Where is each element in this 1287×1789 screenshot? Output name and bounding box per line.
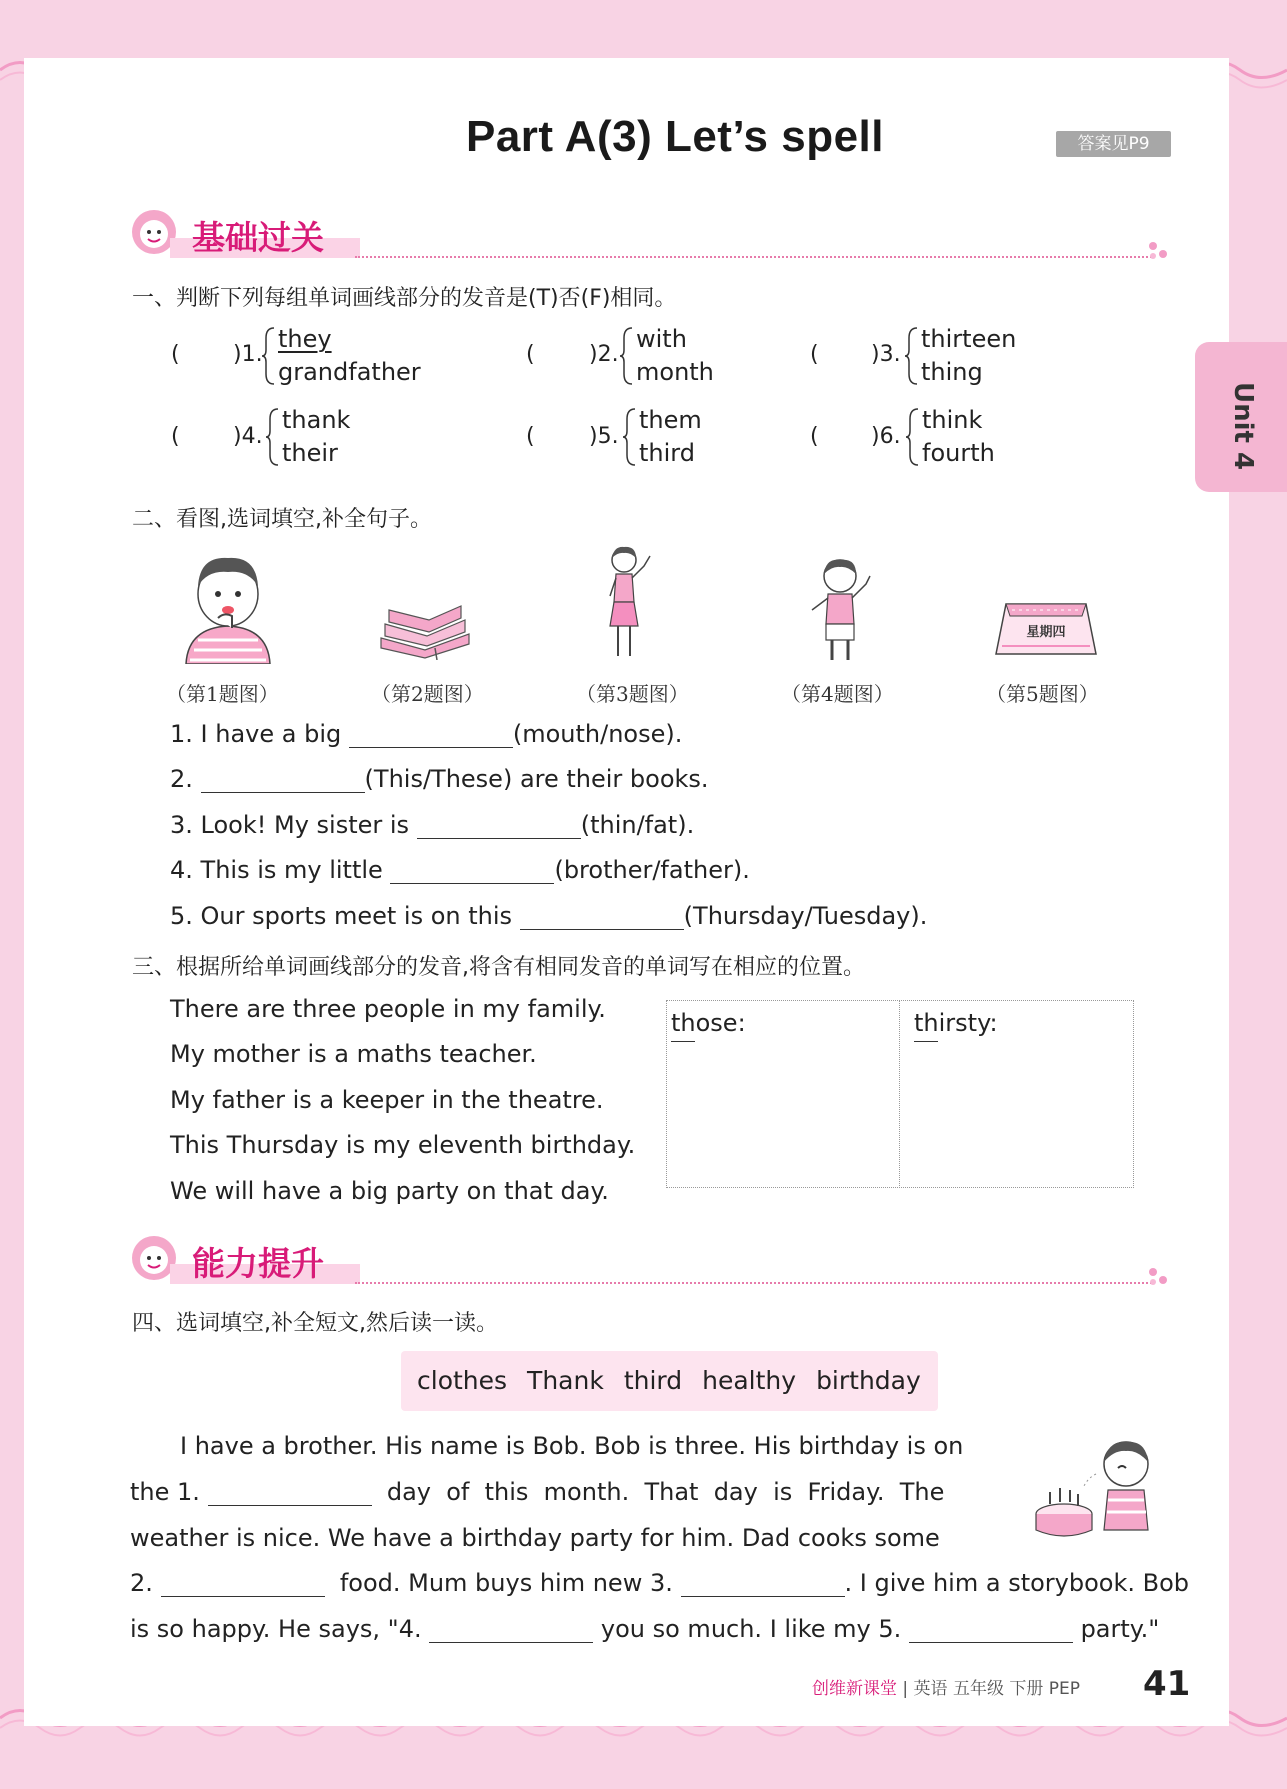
fill-in-sentence: [170, 902, 927, 930]
brace-icon: [266, 407, 280, 467]
birthday-boy-image: [1030, 1434, 1172, 1544]
word-2: fourth: [922, 439, 995, 467]
passage-line: This Thursday is my eleventh birthday.: [170, 1131, 636, 1159]
fill-in-sentence: [170, 856, 750, 884]
thin-girl-image: [596, 544, 660, 668]
word-1: thank: [282, 406, 351, 434]
answer-area-those[interactable]: [672, 1050, 894, 1180]
sorting-table-divider: [899, 1000, 900, 1188]
passage-line: the 1. day of this month. That day is Friday. The: [130, 1478, 945, 1506]
page-number: 41: [1143, 1664, 1191, 1704]
fill-in-sentence: [170, 811, 694, 839]
picture-caption: （第4题图）: [781, 682, 894, 706]
word-bank-item: Thank: [527, 1366, 604, 1395]
fill-in-sentence: [170, 720, 682, 748]
sentence-text: 2.: [170, 765, 193, 793]
sentence-text: 1. I have a big: [170, 720, 342, 748]
word-2: grandfather: [278, 358, 421, 386]
sentence-text: 3. Look! My sister is: [170, 811, 410, 839]
answer-reference-tag: 答案见P9: [1056, 131, 1171, 157]
brace-icon: [620, 326, 634, 386]
answer-paren-open: (: [810, 424, 819, 449]
sentence-options: (mouth/nose).: [512, 720, 683, 748]
sound-underline: [671, 1041, 695, 1042]
picture-caption: （第2题图）: [371, 682, 484, 706]
word-1: they: [278, 325, 332, 353]
sentence-options: (Thursday/Tuesday).: [683, 902, 928, 930]
calendar-image: [992, 596, 1100, 660]
passage-line: We will have a big party on that day.: [170, 1177, 609, 1205]
word-2: third: [639, 439, 695, 467]
passage-line: 2. food. Mum buys him new 3. . I give him a storybook. Bob: [130, 1569, 1189, 1597]
answer-blank[interactable]: [909, 1616, 1073, 1643]
sorting-column-thirsty: thirsty:: [914, 1009, 998, 1037]
little-brother-image: [804, 554, 880, 668]
answer-blank[interactable]: [208, 1479, 372, 1506]
question-2-title: 二、看图,选词填空,补全句子。: [132, 507, 432, 532]
brace-icon: [906, 407, 920, 467]
word-bank: [401, 1351, 938, 1411]
boy-touching-mouth-image: [178, 548, 278, 664]
picture-caption: （第5题图）: [986, 682, 1099, 706]
answer-paren-open: (: [526, 424, 535, 449]
passage-line: is so happy. He says, "4. you so much. I like my 5. party.": [130, 1615, 1160, 1643]
word-2: thing: [921, 358, 983, 386]
answer-paren-open: (: [810, 342, 819, 367]
answer-paren-open: (: [171, 342, 180, 367]
sentence-text: 4. This is my little: [170, 856, 383, 884]
page-title: Part A(3) Let’s spell: [465, 112, 884, 161]
item-number[interactable]: )4.: [233, 424, 263, 449]
footer-info: 创维新课堂 | 英语 五年级 下册 PEP: [812, 1679, 1081, 1699]
picture-caption: （第3题图）: [576, 682, 689, 706]
answer-paren-open: (: [526, 342, 535, 367]
section-heading-basic: 基础过关: [192, 218, 324, 257]
unit-tab: [1195, 342, 1287, 492]
answer-blank[interactable]: [417, 812, 581, 839]
passage-line: My mother is a maths teacher.: [170, 1040, 537, 1068]
answer-blank[interactable]: [520, 903, 684, 930]
word-2: their: [282, 439, 338, 467]
item-number[interactable]: )3.: [871, 342, 901, 367]
unit-tab-label: Unit 4: [1228, 382, 1258, 471]
passage-line: I have a brother. His name is Bob. Bob is three. His birthday is on: [180, 1432, 964, 1460]
answer-blank[interactable]: [681, 1570, 845, 1597]
footer-brand: 创维新课堂: [812, 1679, 897, 1699]
word-1: thirteen: [921, 325, 1017, 353]
sorting-column-those: those:: [671, 1009, 746, 1037]
answer-blank[interactable]: [349, 721, 513, 748]
question-3-title: 三、根据所给单词画线部分的发音,将含有相同发音的单词写在相应的位置。: [132, 955, 865, 980]
fill-in-sentence: [170, 765, 709, 793]
calendar-label: 星期四: [1026, 625, 1066, 640]
section-heading-advanced: 能力提升: [192, 1244, 324, 1283]
brace-icon: [623, 407, 637, 467]
brace-icon: [905, 326, 919, 386]
sentence-options: (thin/fat).: [580, 811, 695, 839]
passage-line: There are three people in my family.: [170, 995, 606, 1023]
question-4-title: 四、选词填空,补全短文,然后读一读。: [132, 1311, 498, 1336]
question-1-title: 一、判断下列每组单词画线部分的发音是(T)否(F)相同。: [132, 286, 677, 311]
sentence-options: (This/These) are their books.: [364, 765, 709, 793]
word-2: month: [636, 358, 714, 386]
answer-blank[interactable]: [161, 1570, 325, 1597]
section-divider: [355, 256, 1155, 258]
word-1: think: [922, 406, 983, 434]
word-1: them: [639, 406, 702, 434]
footer-details: 英语 五年级 下册 PEP: [913, 1679, 1081, 1699]
picture-caption: （第1题图）: [166, 682, 279, 706]
word-bank-item: birthday: [816, 1366, 921, 1395]
brace-icon: [262, 326, 276, 386]
answer-blank[interactable]: [201, 766, 365, 793]
section-divider: [355, 1282, 1155, 1284]
answer-blank[interactable]: [429, 1616, 593, 1643]
dots-icon: [1147, 240, 1171, 260]
word-bank-item: healthy: [702, 1366, 797, 1395]
sentence-text: 5. Our sports meet is on this: [170, 902, 513, 930]
answer-area-thirsty[interactable]: [905, 1050, 1127, 1180]
word-bank-item: clothes: [417, 1366, 508, 1395]
item-number[interactable]: )5.: [589, 424, 619, 449]
answer-paren-open: (: [171, 424, 180, 449]
item-number[interactable]: )2.: [589, 342, 619, 367]
word-1: with: [636, 325, 687, 353]
sentence-options: (brother/father).: [554, 856, 750, 884]
dots-icon: [1147, 1266, 1171, 1286]
item-number[interactable]: )1.: [233, 342, 263, 367]
sound-underline: [914, 1041, 938, 1042]
item-number[interactable]: )6.: [871, 424, 901, 449]
passage-line: My father is a keeper in the theatre.: [170, 1086, 604, 1114]
word-bank-item: third: [623, 1366, 683, 1395]
answer-blank[interactable]: [390, 857, 554, 884]
books-image: [375, 598, 475, 660]
passage-line: weather is nice. We have a birthday party for him. Dad cooks some: [130, 1524, 940, 1552]
